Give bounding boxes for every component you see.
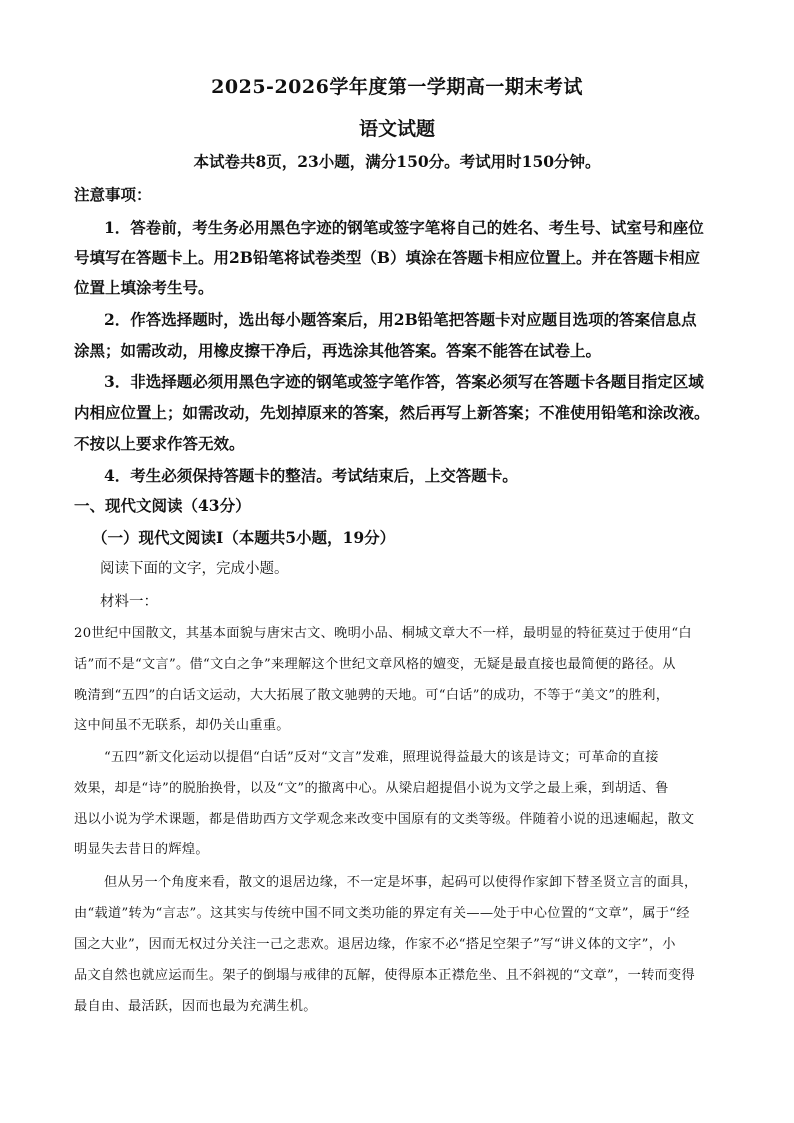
notice-line: 3．非选择题必须用黑色字迹的钢笔或签字笔作答，答案必须写在答题卡各题目指定区域 [104,372,704,391]
material-line: 晚清到“五四”的白话文运动，大大拓展了散文驰骋的天地。可“白话”的成功，不等于“美文”的胜利， [74,688,670,703]
notice-heading: 注意事项： [74,185,152,204]
material-line: 但从另一个角度来看，散文的退居边缘，不一定是坏事，起码可以使得作家卸下替圣贤立言的面具， [104,875,698,890]
reading-instruction: 阅读下面的文字，完成小题。 [100,561,289,577]
notice-line: 位置上填涂考生号。 [74,278,214,297]
notice-line: 内相应位置上；如需改动，先划掉原来的答案，然后再写上新答案；不准使用铅笔和涂改液。 [74,403,710,422]
material-line: “五四”新文化运动以提倡“白话”反对“文言”发难，照理说得益最大的该是诗文；可革命的直接 [104,750,659,765]
exam-title: 2025-2026学年度第一学期高一期末考试 [211,76,583,98]
material-line: 20世纪中国散文，其基本面貌与唐宋古文、晚明小品、桐城文章大不一样，最明显的特征莫过于使用“白 [74,626,692,641]
section-title: 一、现代文阅读（43分） [74,496,251,515]
material-line: 品文自然也就应运而生。架子的倒塌与戒律的瓦解，使得原本正襟危坐、且不斜视的“文章”，一转而变得 [74,968,696,983]
material-label: 材料一： [100,594,158,610]
material-line: 话”而不是“文言”。借“文白之争”来理解这个世纪文章风格的嬗变，无疑是最直接也最简便的路径。从 [74,657,676,672]
subsection-title: （一）现代文阅读Ⅰ（本题共5小题，19分） [92,528,396,547]
notice-line: 1．答卷前，考生务必用黑色字迹的钢笔或签字笔将自己的姓名、考生号、试室号和座位 [104,218,704,237]
exam-info: 本试卷共8页，23小题，满分150分。考试用时150分钟。 [193,152,601,171]
notice-line: 4．考生必须保持答题卡的整洁。考试结束后，上交答题卡。 [104,466,518,485]
material-line: 由“载道”转为“言志”。这其实与传统中国不同文类功能的界定有关——处于中心位置的“文章”，属于“经 [74,906,690,921]
notice-line: 号填写在答题卡上。用2B铅笔将试卷类型（B）填涂在答题卡相应位置上。并在答题卡相应 [74,248,700,267]
material-line: 这中间虽不无联系，却仍关山重重。 [74,718,290,733]
material-line: 明显失去昔日的辉煌。 [74,842,209,857]
notice-line: 涂黑；如需改动，用橡皮擦干净后，再选涂其他答案。答案不能答在试卷上。 [74,341,602,360]
exam-subtitle: 语文试题 [358,118,435,140]
material-line: 最自由、最活跃，因而也最为充满生机。 [74,999,317,1014]
material-line: 迅以小说为学术课题，都是借助西方文学观念来改变中国原有的文类等级。伴随着小说的迅速崛起，散文 [74,812,695,827]
notice-line: 2．作答选择题时，选出每小题答案后，用2B铅笔把答题卡对应题目选项的答案信息点 [104,310,697,329]
material-line: 效果，却是“诗”的脱胎换骨，以及“文”的撤离中心。从梁启超提倡小说为文学之最上乘，到胡适、鲁 [74,781,669,796]
material-line: 国之大业”，因而无权过分关注一己之悲欢。退居边缘，作家不必“搭足空架子”写“讲义体的文字”，小 [74,937,676,952]
notice-line: 不按以上要求作答无效。 [74,434,245,453]
